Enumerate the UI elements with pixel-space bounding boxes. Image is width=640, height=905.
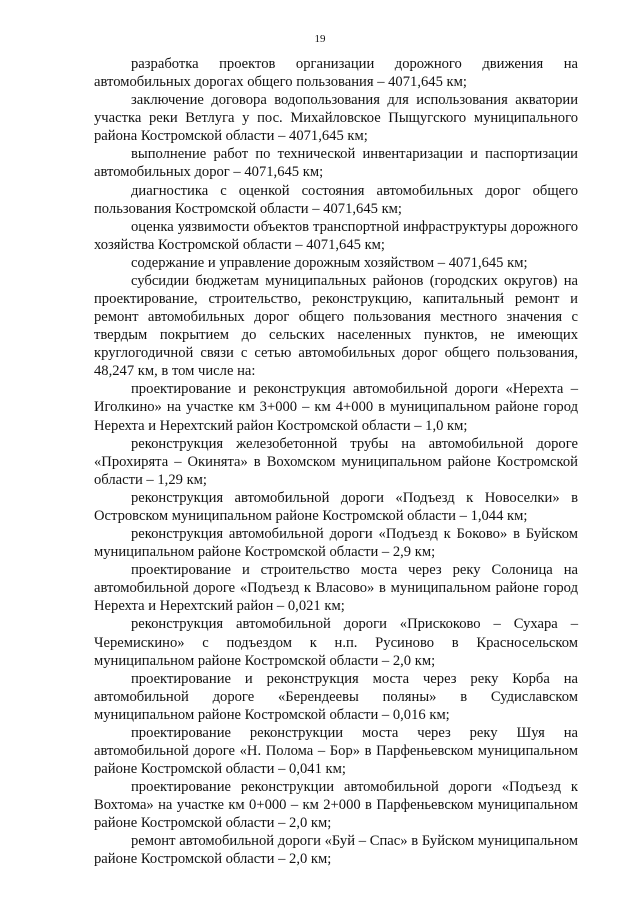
paragraph-diagnostics: диагностика с оценкой состояния автомобильных дорог общего пользования Костромской области – 4071,645 км; [94, 182, 578, 217]
paragraph-bokovo: реконструкция автомобильной дороги «Подъезд к Боково» в Буйском муниципальном районе Костромской области – 2,9 км; [94, 526, 578, 561]
paragraph-buy-spas: ремонт автомобильной дороги «Буй – Спас» в Буйском муниципальном районе Костромской области – 2,0 км; [94, 833, 578, 868]
paragraph-subsidies: субсидии бюджетам муниципальных районов (городских округов) на проектирование, строительство, реконструкцию, капитальный ремонт и ремонт автомобильных дорог общего пользования местного значения с твердым покрытием до сельских населенных пунктов, не имеющих круглогодичной связи с сетью автомобильных дорог общего пользования, 48,247 км, в том числе на: [94, 272, 578, 380]
paragraph-water-use-contract: заключение договора водопользования для использования акватории участка реки Ветлуга у пос. Михайловское Пыщугского муниципального района Костромской области – 4071,645 км; [94, 92, 578, 145]
paragraph-prokhiryata-okinyata: реконструкция железобетонной трубы на автомобильной дороге «Прохирята – Окинята» в Вохомском муниципальном районе Костромской области – 1,29 км; [94, 435, 578, 488]
paragraph-inventory-works: выполнение работ по технической инвентаризации и паспортизации автомобильных дорог – 4071,645 км; [94, 146, 578, 181]
paragraph-priskokovo-sukhara: реконструкция автомобильной дороги «Прискоково – Сухара – Черемискино» с подъездом к н.п. Русиново в Красносельском муниципальном районе Костромской области – 2,0 км; [94, 616, 578, 669]
paragraph-vokhtoma: проектирование реконструкции автомобильной дороги «Подъезд к Вохтома» на участке км 0+000 – км 2+000 в Парфеньевском муниципальном районе Костромской области – 2,0 км; [94, 779, 578, 832]
paragraph-novoselki: реконструкция автомобильной дороги «Подъезд к Новоселки» в Островском муниципальном районе Костромской области – 1,044 км; [94, 489, 578, 524]
paragraph-solonitsa-bridge: проектирование и строительство моста через реку Солоница на автомобильной дороге «Подъезд к Власово» в муниципальном районе город Нерехта и Нерехтский район – 0,021 км; [94, 562, 578, 615]
page-number: 19 [314, 33, 326, 45]
paragraph-traffic-projects: разработка проектов организации дорожного движения на автомобильных дорогах общего пользования – 4071,645 км; [94, 56, 578, 91]
paragraph-nerekhta-igolkino: проектирование и реконструкция автомобильной дороги «Нерехта – Иголкино» на участке км 3+000 – км 4+000 в муниципальном районе город Нерехта и Нерехтский район Костромской области – 1,0 км; [94, 381, 578, 434]
paragraph-korba-bridge: проектирование и реконструкция моста через реку Корба на автомобильной дороге «Берендеевы поляны» в Судиславском муниципальном районе Костромской области – 0,016 км; [94, 670, 578, 723]
paragraph-maintenance: содержание и управление дорожным хозяйством – 4071,645 км; [131, 254, 528, 271]
document-body [94, 55, 578, 869]
paragraph-shuya-bridge: проектирование реконструкции моста через реку Шуя на автомобильной дороге «Н. Полома – Бор» в Парфеньевском муниципальном районе Костромской области – 0,041 км; [94, 724, 578, 778]
paragraph-vulnerability-assessment: оценка уязвимости объектов транспортной инфраструктуры дорожного хозяйства Костромской области – 4071,645 км; [94, 218, 578, 253]
